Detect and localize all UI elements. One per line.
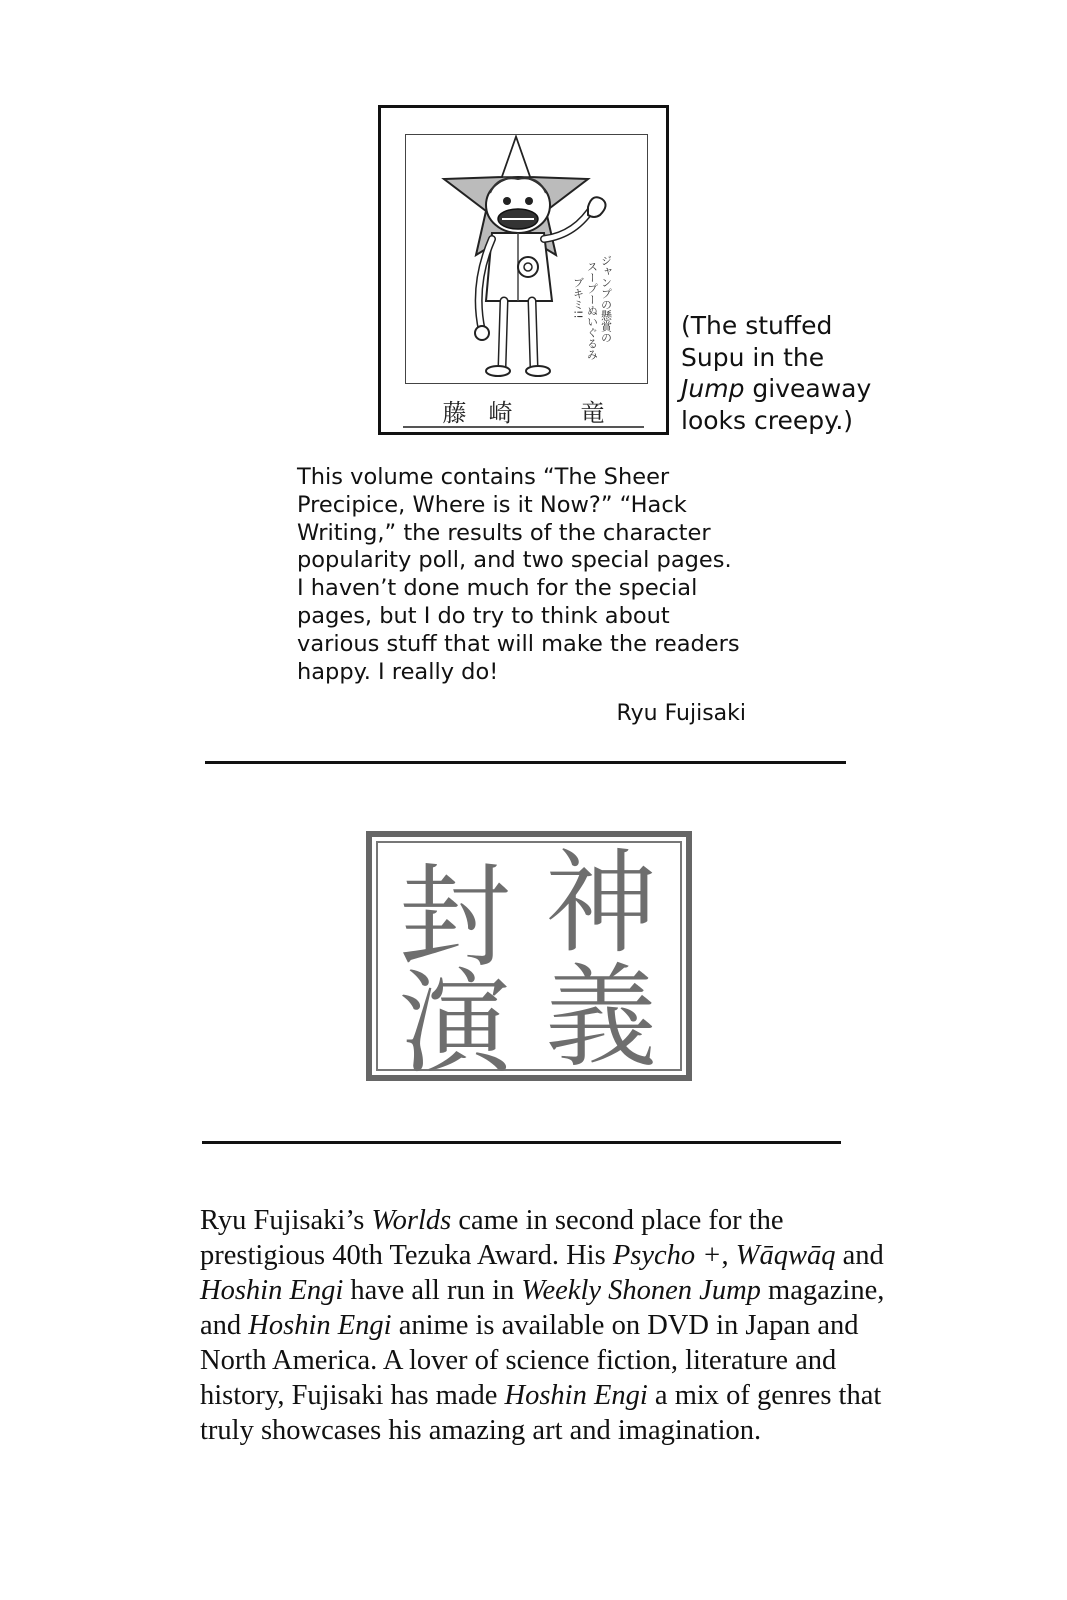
portrait-caption: [681, 310, 921, 436]
divider-bottom: [202, 1141, 841, 1144]
comment-line: popularity poll, and two special pages.: [297, 547, 732, 574]
comment-line: various stuff that will make the readers: [297, 630, 740, 657]
comment-line: I haven’t done much for the special: [297, 575, 698, 602]
bio-title: Psycho +: [612, 1240, 722, 1271]
bio-text: ,: [721, 1240, 736, 1271]
hoshin-engi-seal-logo: [365, 830, 693, 1082]
caption-line: (The stuffed: [681, 311, 833, 340]
supu-character-illustration: [406, 135, 646, 382]
bio-text: Ryu Fujisaki’s: [200, 1205, 372, 1236]
bio-text: came in second place for the prestigious 40th Tezuka Award. His: [200, 1205, 784, 1271]
bio-text: magazine, and: [200, 1275, 885, 1341]
author-portrait-card: [378, 105, 669, 435]
caption-line: Supu in the: [681, 342, 825, 372]
bio-title: Hoshin Engi: [248, 1310, 392, 1341]
author-bio: [200, 1203, 890, 1448]
comment-line: Writing,” the results of the character: [297, 519, 711, 546]
divider-top: [205, 761, 846, 764]
bio-title: Hoshin Engi: [504, 1380, 648, 1411]
comment-line: This volume contains “The Sheer: [297, 464, 670, 490]
signature-line: [403, 426, 644, 428]
seal-char: 封: [399, 853, 511, 983]
caption-text: giveaway: [744, 374, 872, 403]
caption-italic: Jump: [681, 374, 745, 403]
svg-text:スープーぬいぐるみ: スープーぬいぐるみ: [585, 261, 599, 360]
bio-text: have all run in: [343, 1275, 522, 1306]
comment-line: Precipice, Where is it Now?” “Hack: [297, 491, 687, 518]
bio-title: Wāqwāq: [735, 1240, 836, 1271]
bio-text: a mix of genres that truly showcases his amazing art and imagination.: [200, 1380, 882, 1446]
caption-line: looks creepy.): [681, 405, 854, 435]
comment-signature: Ryu Fujisaki: [616, 701, 746, 726]
comment-line: happy. I really do!: [297, 658, 499, 685]
bio-title: Weekly Shonen Jump: [521, 1275, 761, 1306]
bio-text: anime is available on DVD in Japan and North America. A lover of science fiction, literature and history, Fujisaki has made: [200, 1310, 859, 1411]
svg-text:ジャンプの懸賞の: ジャンプの懸賞の: [599, 255, 613, 343]
seal-char: 神: [545, 839, 657, 969]
bio-title: Hoshin Engi: [200, 1275, 344, 1306]
bio-title: Worlds: [371, 1205, 452, 1236]
author-comment: [297, 464, 777, 686]
comment-line: pages, but I do try to think about: [297, 602, 670, 629]
svg-text:ブキミ!!: ブキミ!!: [571, 277, 585, 319]
portrait-frame: [405, 134, 648, 384]
portrait-signature: 藤崎 竜: [442, 399, 627, 427]
seal-char: 演: [399, 959, 511, 1082]
handwritten-note: [572, 255, 613, 360]
seal-char: 義: [545, 953, 657, 1082]
bio-text: and: [835, 1240, 884, 1271]
caption-line: [681, 373, 921, 405]
